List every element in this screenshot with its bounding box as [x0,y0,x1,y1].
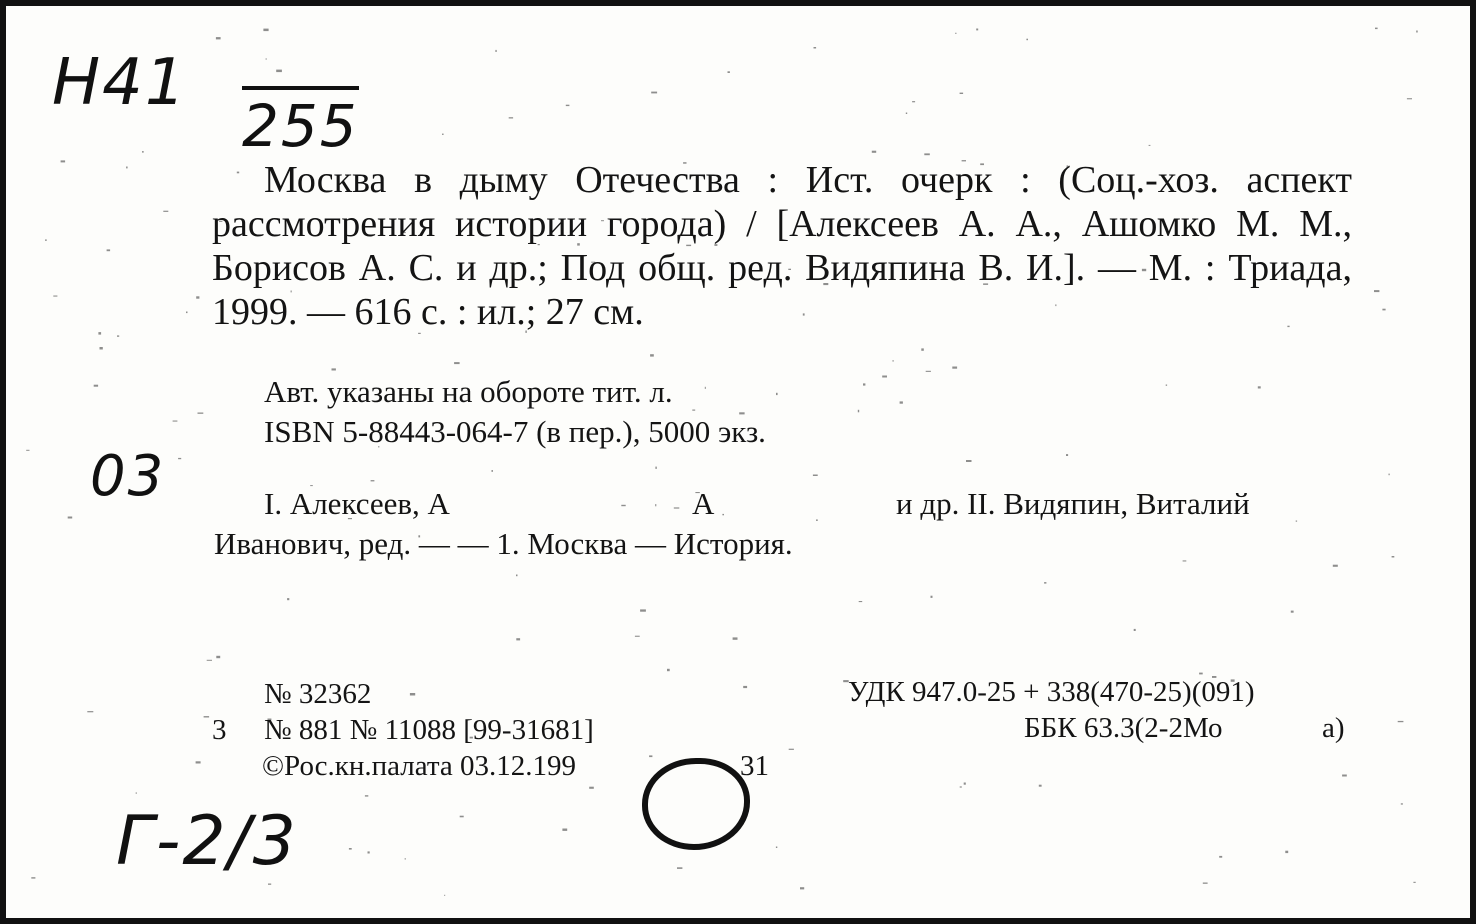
record-number: № 32362 [264,678,372,710]
tracing-a: I. Алексеев, А [264,486,450,521]
authors-note: Авт. указаны на обороте тит. л. [264,374,673,409]
tracing-c: и др. II. Видяпин, Виталий [896,486,1250,521]
footer-numbers: № 881 № 11088 [99-31681] [264,714,594,746]
handwritten-shelf: Г-2/3 [116,802,298,881]
book-chamber-stamp: ©Рос.кн.палата 03.12.199 [262,750,577,782]
book-chamber-tail: 31 [740,750,769,782]
tracing-b: А [692,486,715,521]
handwritten-section: 03 [90,444,166,509]
bbk-code-tail: а) [1322,712,1345,744]
bibliographic-entry: Москва в дыму Отечества : Ист. очерк : (Соц.-хоз. аспект рассмотрения истории города) / [Алексеев А. А., Ашомко М. М., Борисов А. С. и др.; Под общ. ред. Видяпина В. И.]. — М. : Триада, 1999. — 616 с. : ил.; 27 см. [212,159,1352,333]
handwritten-number: 255 [242,86,359,160]
bbk-code: ББК 63.3(2-2Мо [1024,712,1223,744]
footer-prefix: 3 [212,714,227,746]
udk-code: УДК 947.0-25 + 338(470-25)(091) [848,676,1255,708]
tracing-line-2: Иванович, ред. — — 1. Москва — История. [214,526,793,561]
handwritten-call-mark: Н41 [52,46,188,120]
isbn-line: ISBN 5-88443-064-7 (в пер.), 5000 экз. [264,414,766,449]
